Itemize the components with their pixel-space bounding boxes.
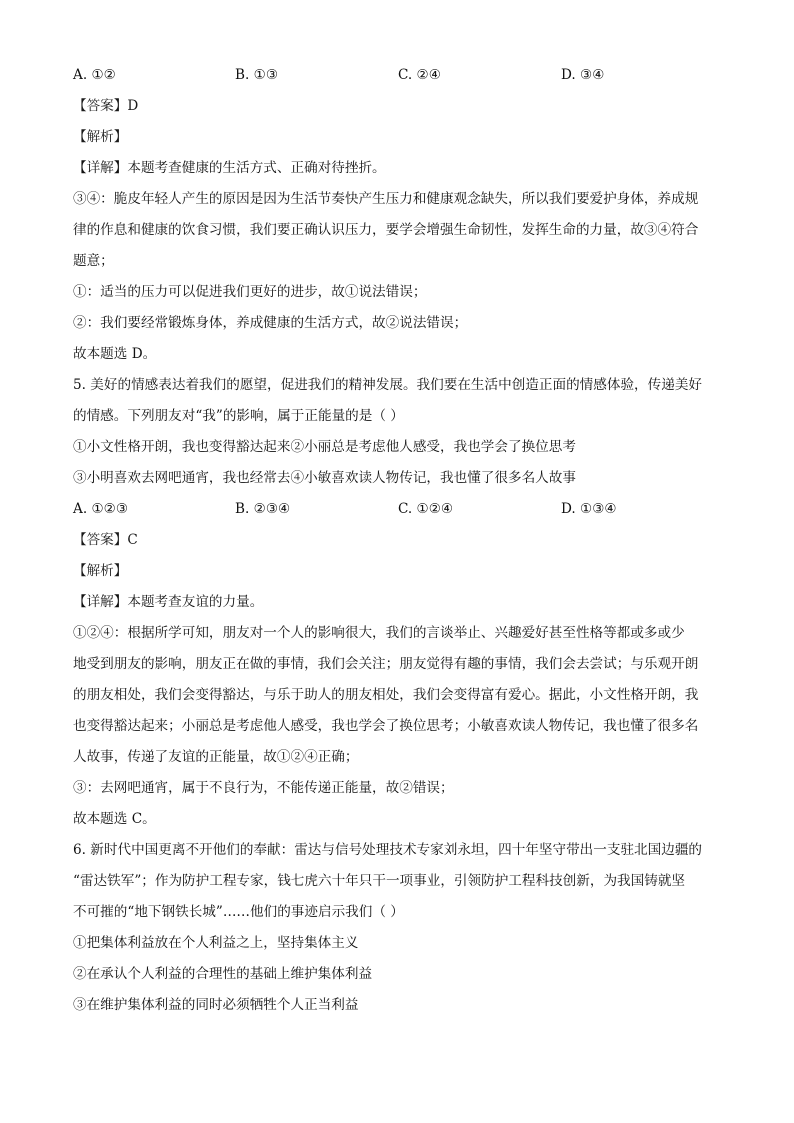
q5-option-d[interactable]: D. ①③④ [561,501,617,517]
q4-option-b[interactable]: B. ①③ [235,67,279,83]
document-page [73,60,723,1021]
q5-option-c[interactable]: C. ①②④ [398,501,454,517]
q4-explain-line: 律的作息和健康的饮食习惯，我们要正确认识压力，要学会增强生命韧性，发挥生命的力量，故③④符合 [73,222,699,238]
q5-explain-line: 【详解】本题考查友谊的力量。 [73,594,264,610]
q4-answer: 【答案】D [73,98,139,114]
q4-explain-line: ②：我们要经常锻炼身体，养成健康的生活方式，故②说法错误； [73,315,468,331]
q5-explain-line: 地受到朋友的影响，朋友正在做的事情，我们会关注；朋友觉得有趣的事情，我们会去尝试；与乐观开朗 [73,656,699,672]
q4-option-c[interactable]: C. ②④ [398,67,441,83]
q5-stem-line: ①小文性格开朗，我也变得豁达起来②小丽总是考虑他人感受，我也学会了换位思考 [73,439,576,455]
q4-explain-line: 题意； [73,253,114,269]
q6-stem-line: “雷达铁军”；作为防护工程专家，钱七虎六十年只干一项事业，引领防护工程科技创新，为我国铸就坚 [73,873,686,889]
q4-explain-line: 故本题选 D。 [73,346,157,362]
q4-explain-line: ①：适当的压力可以促进我们更好的进步，故①说法错误； [73,284,427,300]
q6-choice-line: ③在维护集体利益的同时必须牺牲个人正当利益 [73,997,359,1013]
q5-explain-line: 人故事，传递了友谊的正能量，故①②④正确； [73,749,359,765]
q4-option-a[interactable]: A. ①② [73,67,116,83]
q5-option-b[interactable]: B. ②③④ [235,501,291,517]
q5-stem-line: 的情感。下列朋友对“我”的影响，属于正能量的是（ ） [73,408,404,424]
q5-stem-line: ③小明喜欢去网吧通宵，我也经常去④小敏喜欢读人物传记，我也懂了很多名人故事 [73,470,576,486]
q4-explain-line: ③④：脆皮年轻人产生的原因是因为生活节奏快产生压力和健康观念缺失，所以我们要爱护身体，养成规 [73,191,699,207]
q5-options [73,494,723,525]
q4-explain-line: 【详解】本题考查健康的生活方式、正确对待挫折。 [73,160,386,176]
q5-answer: 【答案】C [73,532,138,548]
q5-option-a[interactable]: A. ①②③ [73,501,129,517]
q4-analysis-label: 【解析】 [73,129,128,145]
q6-stem-line: 不可摧的“地下钢铁长城”……他们的事迹启示我们（ ） [73,904,404,920]
q5-explain-line: ①②④：根据所学可知，朋友对一个人的影响很大，我们的言谈举止、兴趣爱好甚至性格等都或多或少 [73,625,685,641]
q4-options [73,60,723,91]
q5-analysis-label: 【解析】 [73,563,128,579]
q5-explain-line: 的朋友相处，我们会变得豁达，与乐于助人的朋友相处，我们会变得富有爱心。据此，小文性格开朗，我 [73,687,699,703]
q6-stem-line: 6. 新时代中国更离不开他们的奉献：雷达与信号处理技术专家刘永坦，四十年坚守带出一支驻北国边疆的 [73,842,703,858]
q5-explain-line: 故本题选 C。 [73,811,156,827]
q5-explain-line: 也变得豁达起来；小丽总是考虑他人感受，我也学会了换位思考；小敏喜欢读人物传记，我也懂了很多名 [73,718,699,734]
q5-stem-line: 5. 美好的情感表达着我们的愿望，促进我们的精神发展。我们要在生活中创造正面的情感体验，传递美好 [73,377,703,393]
q6-choice-line: ①把集体利益放在个人利益之上，坚持集体主义 [73,935,359,951]
q5-explain-line: ③：去网吧通宵，属于不良行为，不能传递正能量，故②错误； [73,780,454,796]
q6-choice-line: ②在承认个人利益的合理性的基础上维护集体利益 [73,966,373,982]
q4-option-d[interactable]: D. ③④ [561,67,605,83]
